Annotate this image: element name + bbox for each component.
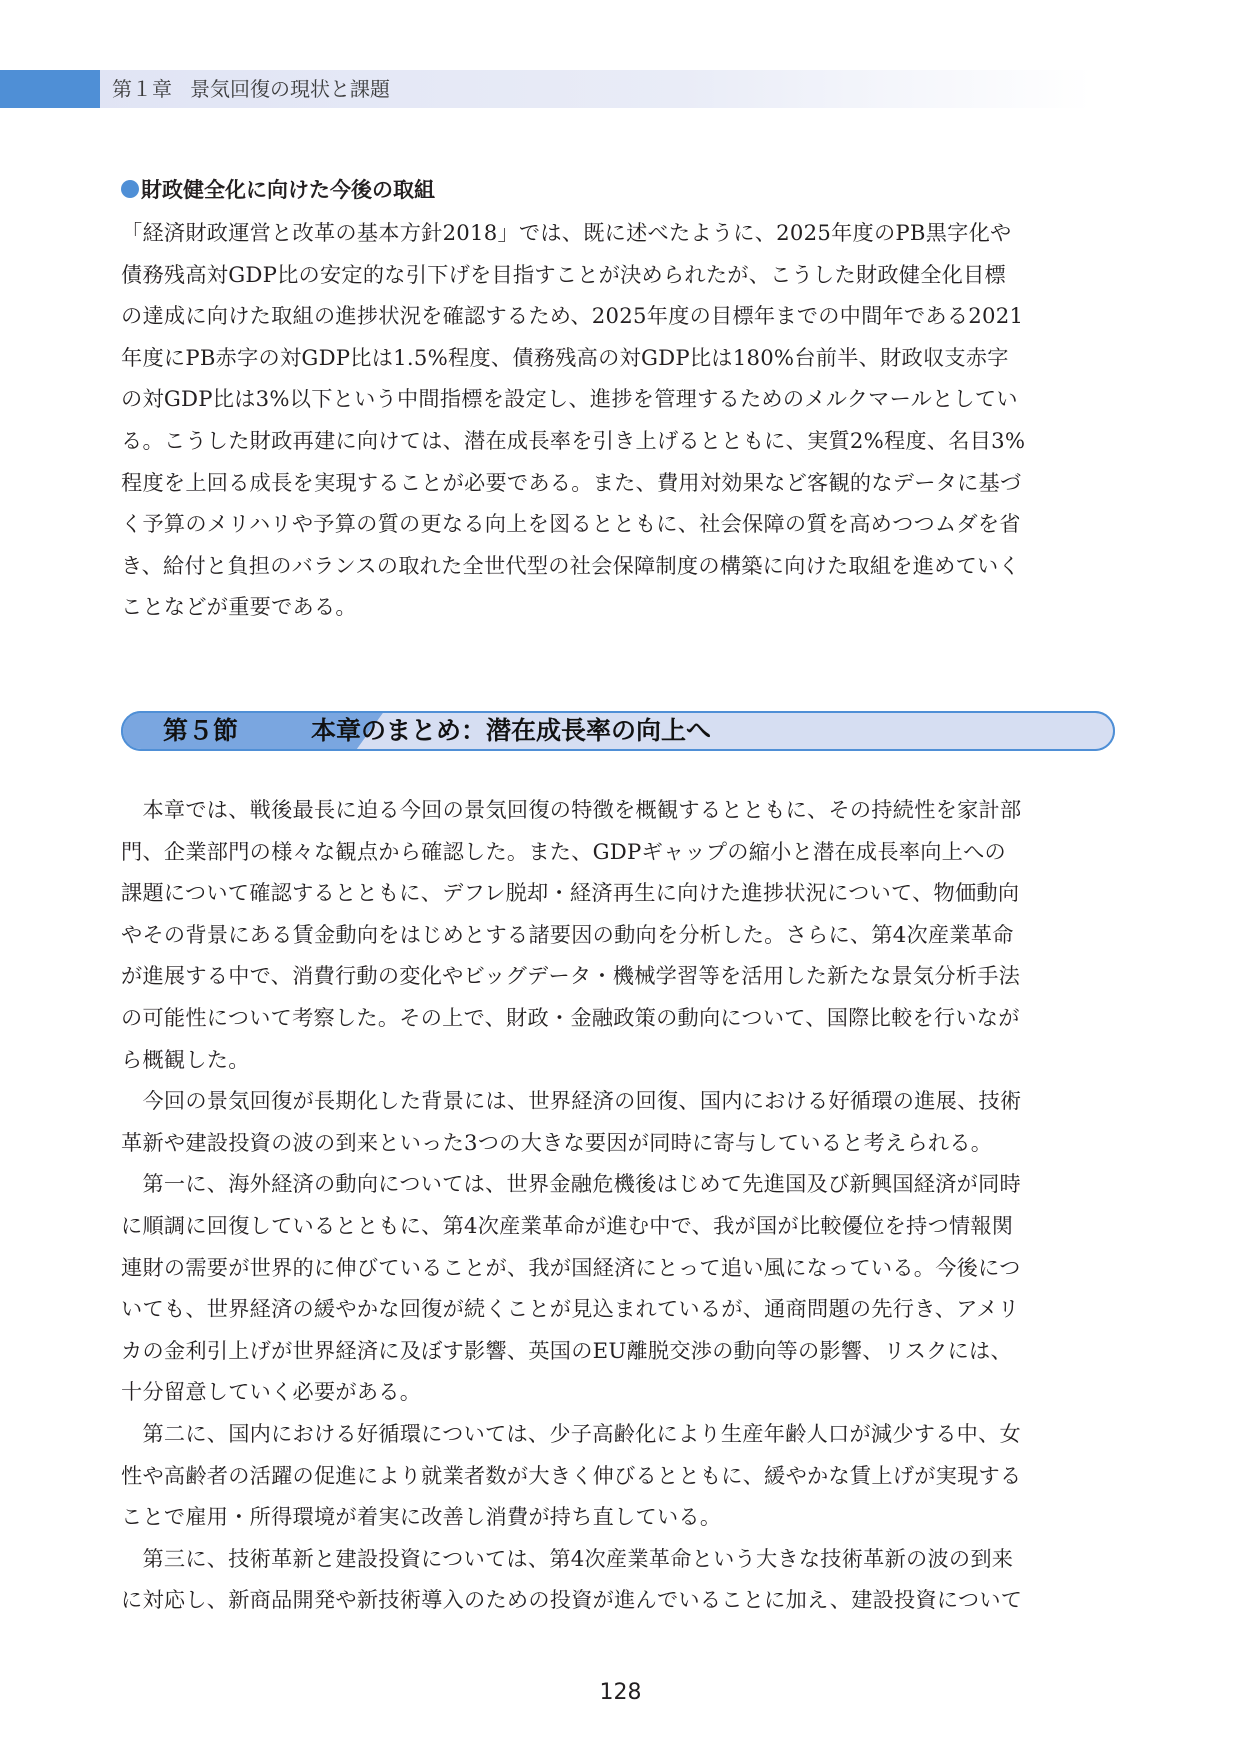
text-line: に対応し、新商品開発や新技術導入のための投資が進んでいることに加え、建設投資について: [121, 1587, 1023, 1613]
running-header: [112, 70, 390, 108]
text-line: やその背景にある賃金動向をはじめとする諸要因の動向を分析した。さらに、第4次産業革命: [121, 921, 1014, 947]
text-line: き、給付と負担のバランスの取れた全世代型の社会保障制度の構築に向けた取組を進めていく: [121, 552, 1020, 578]
chapter-title: 景気回復の現状と課題: [190, 77, 390, 101]
text-line: 性や高齢者の活躍の促進により就業者数が大きく伸びるとともに、緩やかな賃上げが実現する: [121, 1462, 1022, 1488]
section-number: 第５節: [163, 716, 239, 745]
text-line: 債務残高対GDP比の安定的な引下げを目指すことが決められたが、こうした財政健全化目標: [121, 261, 1006, 287]
paragraph-chapter-summary: [121, 789, 1115, 1621]
text-line: 革新や建設投資の波の到来といった3つの大きな要因が同時に寄与していると考えられる。: [121, 1129, 993, 1155]
text-line: の可能性について考察した。その上で、財政・金融政策の動向について、国際比較を行いなが: [121, 1004, 1020, 1030]
chapter-number: 第１章: [112, 77, 172, 101]
text-line: が進展する中で、消費行動の変化やビッグデータ・機械学習等を活用した新たな景気分析手法: [121, 963, 1021, 989]
text-line: の達成に向けた取組の進捗状況を確認するため、2025年度の目標年までの中間年である2021: [121, 303, 1024, 329]
text-line: 今回の景気回復が長期化した背景には、世界経済の回復、国内における好循環の進展、技術: [121, 1088, 1022, 1114]
text-line: く予算のメリハリや予算の質の更なる向上を図るとともに、社会保障の質を高めつつムダを省: [121, 511, 1021, 537]
text-line: 第二に、国内における好循環については、少子高齢化により生産年齢人口が減少する中、女: [121, 1420, 1021, 1446]
text-line: 年度にPB赤字の対GDP比は1.5%程度、債務残高の対GDP比は180%台前半、財政収支赤字: [121, 344, 1009, 370]
text-line: 門、企業部門の様々な観点から確認した。また、GDPギャップの縮小と潜在成長率向上への: [121, 838, 1006, 864]
text-line: 第三に、技術革新と建設投資については、第4次産業革命という大きな技術革新の波の到来: [121, 1545, 1014, 1571]
text-line: る。こうした財政再建に向けては、潜在成長率を引き上げるとともに、実質2%程度、名目3%: [121, 427, 1026, 453]
text-line: に順調に回復しているとともに、第4次産業革命が進む中で、我が国が比較優位を持つ情報関: [121, 1212, 1014, 1238]
running-header-tab: [0, 70, 100, 108]
section-title: 本章のまとめ：潜在成長率の向上へ: [311, 716, 712, 745]
text-line: 「経済財政運営と改革の基本方針2018」では、既に述べたように、2025年度のPB黒字化や: [121, 220, 1012, 245]
text-line: 程度を上回る成長を実現することが必要である。また、費用対効果など客観的なデータに基づ: [121, 469, 1022, 495]
text-line: いても、世界経済の緩やかな回復が続くことが見込まれているが、通商問題の先行き、アメリ: [121, 1296, 1020, 1322]
subsection-title: 財政健全化に向けた今後の取組: [141, 178, 435, 202]
text-line: 十分留意していく必要がある。: [121, 1379, 422, 1405]
subsection-heading: [121, 172, 435, 206]
text-line: ら概観した。: [121, 1046, 250, 1072]
text-line: 本章では、戦後最長に迫る今回の景気回復の特徴を概観するとともに、その持続性を家計部: [121, 797, 1022, 822]
page-number: 128: [599, 1680, 642, 1705]
text-line: ことで雇用・所得環境が着実に改善し消費が持ち直している。: [121, 1504, 722, 1530]
text-line: 第一に、海外経済の動向については、世界金融危機後はじめて先進国及び新興国経済が同時: [121, 1171, 1021, 1197]
text-line: の対GDP比は3%以下という中間指標を設定し、進捗を管理するためのメルクマールとしてい: [121, 386, 1018, 412]
paragraph-fiscal-consolidation: [121, 212, 1115, 628]
text-line: 課題について確認するとともに、デフレ脱却・経済再生に向けた進捗状況について、物価動向: [121, 880, 1020, 906]
bullet-icon: [121, 180, 139, 198]
text-line: カの金利引上げが世界経済に及ぼす影響、英国のEU離脱交渉の動向等の影響、リスクには、: [121, 1337, 1012, 1363]
section-heading-bar: [121, 711, 1115, 751]
text-line: ことなどが重要である。: [121, 594, 357, 620]
text-line: 連財の需要が世界的に伸びていることが、我が国経済にとって追い風になっている。今後につ: [121, 1254, 1021, 1280]
